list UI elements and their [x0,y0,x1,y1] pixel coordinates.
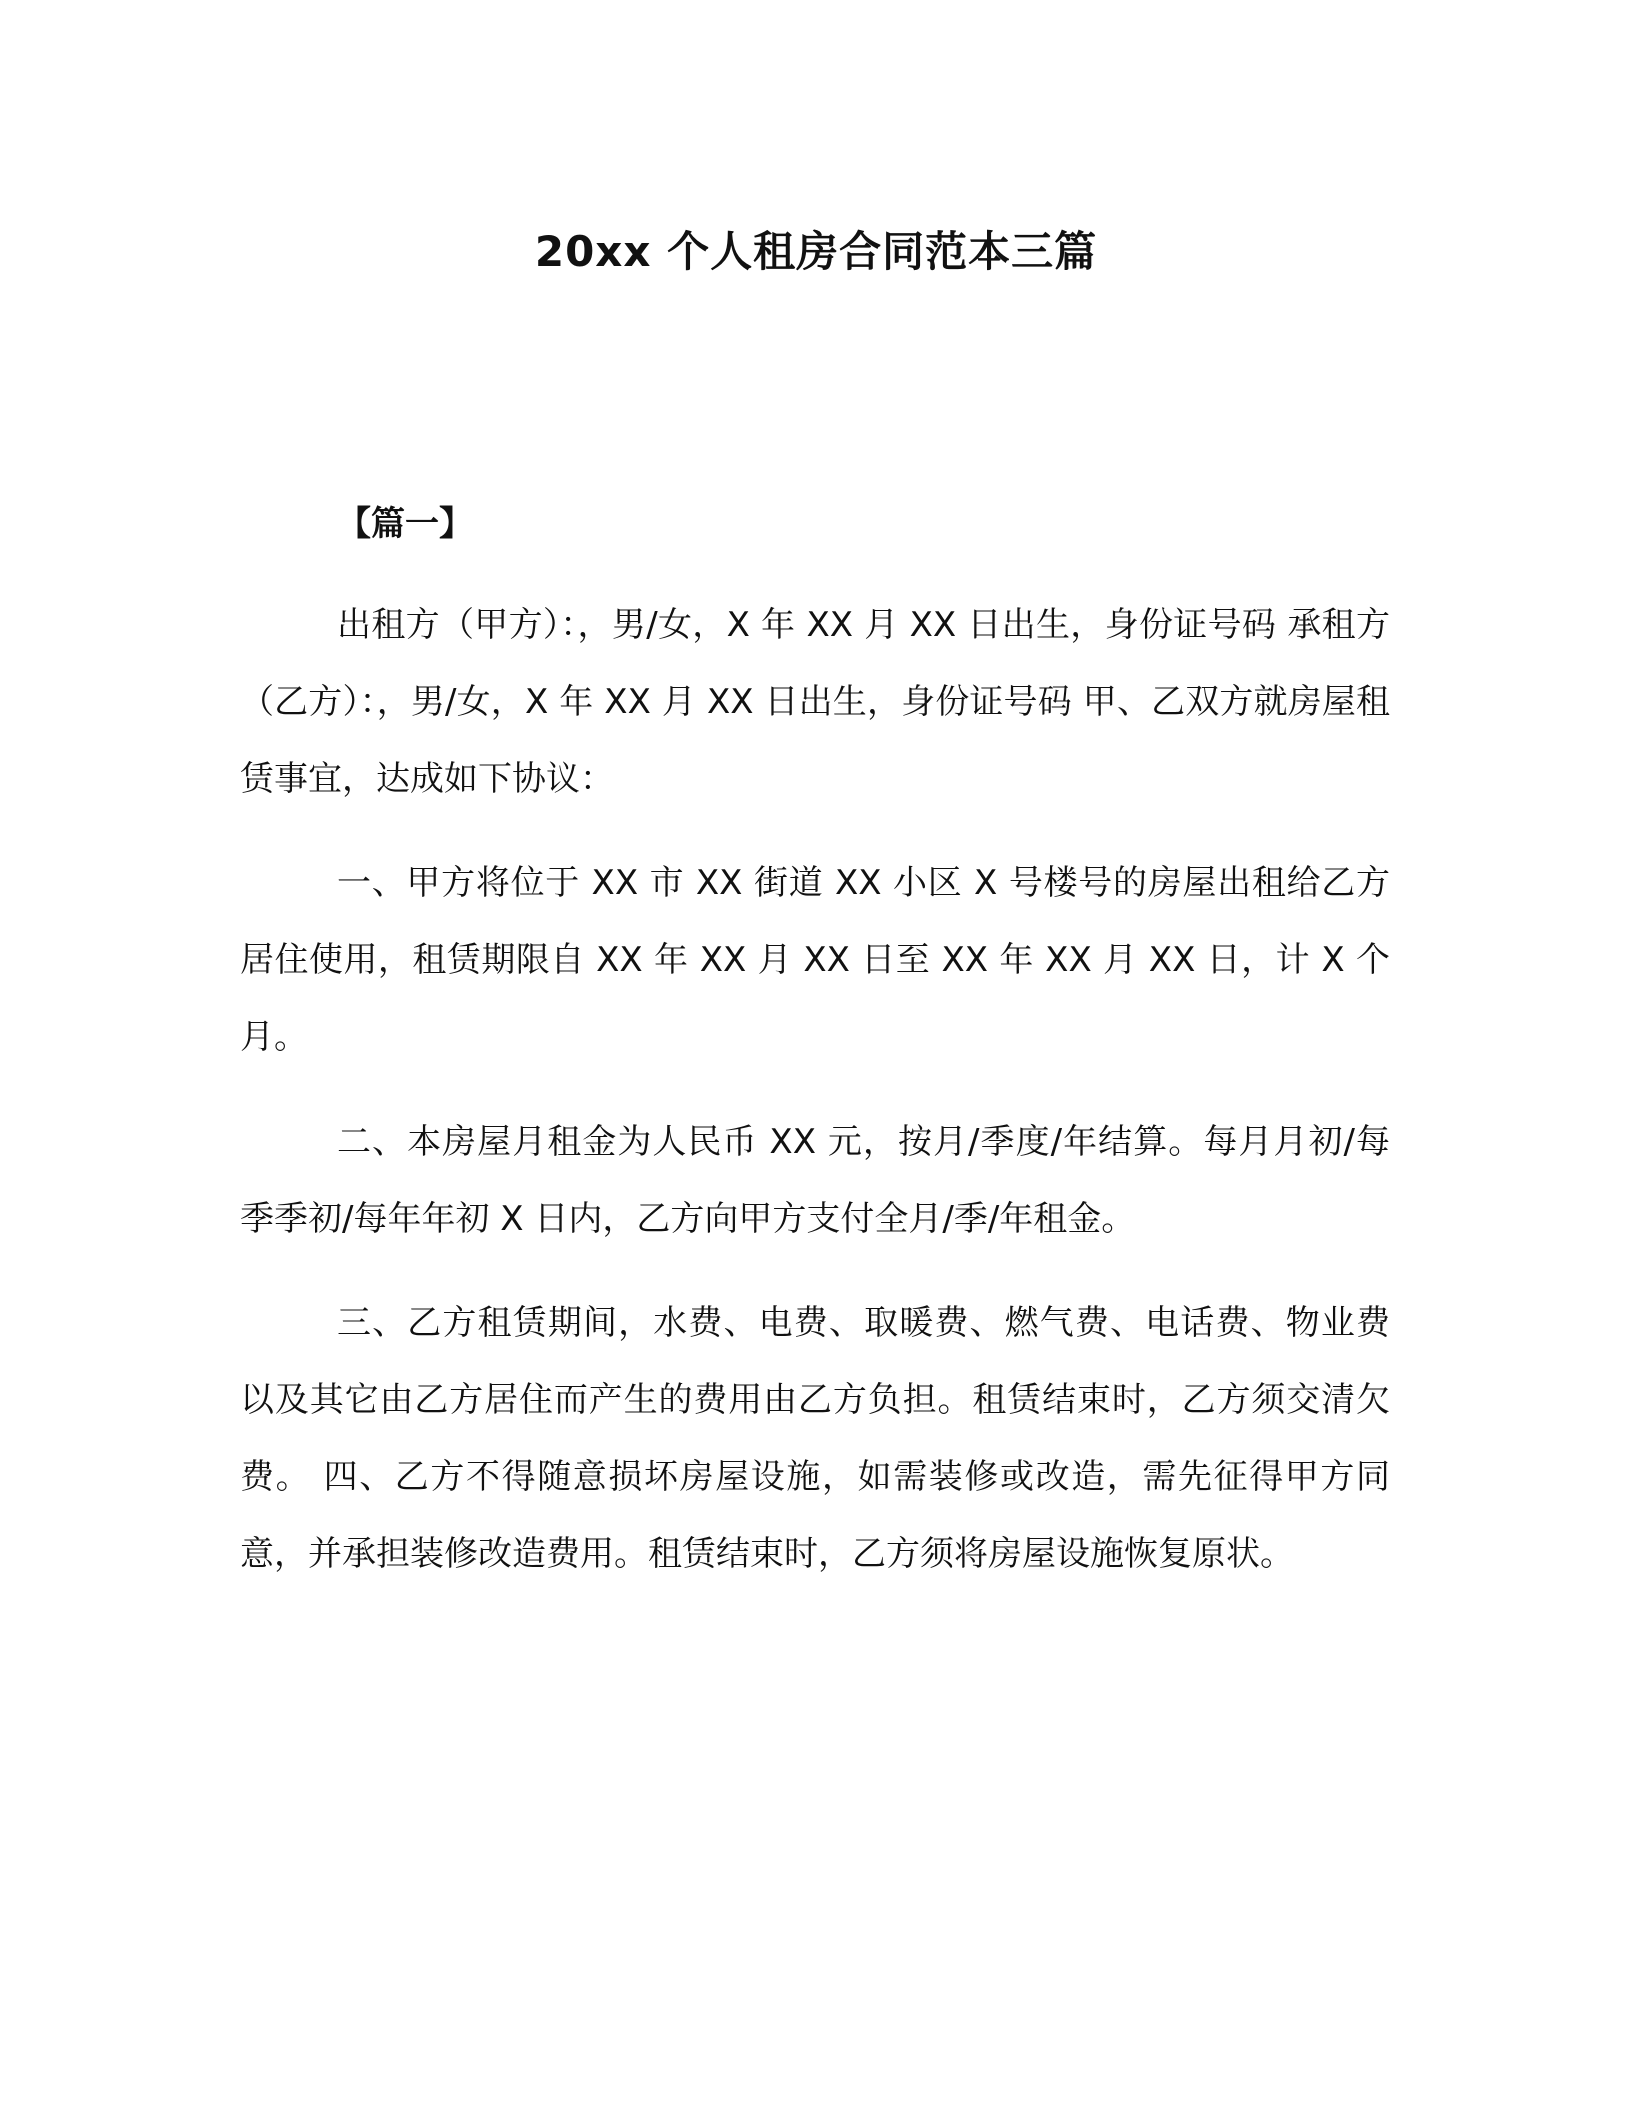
section-label: 【篇一】 [337,504,473,544]
paragraph-clause-1: 一、甲方将位于 XX 市 XX 街道 XX 小区 X 号楼号的房屋出租给乙方居住使用，租赁期限自 XX 年 XX 月 XX 日至 XX 年 XX 月 XX 日，计 X 个月。 [240,863,1390,1057]
paragraph-parties: 出租方（甲方）：，男/女，X 年 XX 月 XX 日出生，身份证号码 承租方（乙方）：，男/女，X 年 XX 月 XX 日出生，身份证号码 甲、乙双方就房屋租赁事宜，达成如下协议： [240,605,1390,799]
paragraph-clause-2: 二、本房屋月租金为人民币 XX 元，按月/季度/年结算。每月月初/每季季初/每年年初 X 日内，乙方向甲方支付全月/季/年租金。 [240,1122,1390,1239]
paragraph-clause-3-4: 三、乙方租赁期间，水费、电费、取暖费、燃气费、电话费、物业费以及其它由乙方居住而产生的费用由乙方负担。租赁结束时，乙方须交清欠费。 四、乙方不得随意损坏房屋设施，如需装修或改造，需先征得甲方同意，并承担装修改造费用。租赁结束时，乙方须将房屋设施恢复原状。 [240,1303,1390,1574]
page-title: 20xx 个人租房合同范本三篇 [534,227,1098,276]
